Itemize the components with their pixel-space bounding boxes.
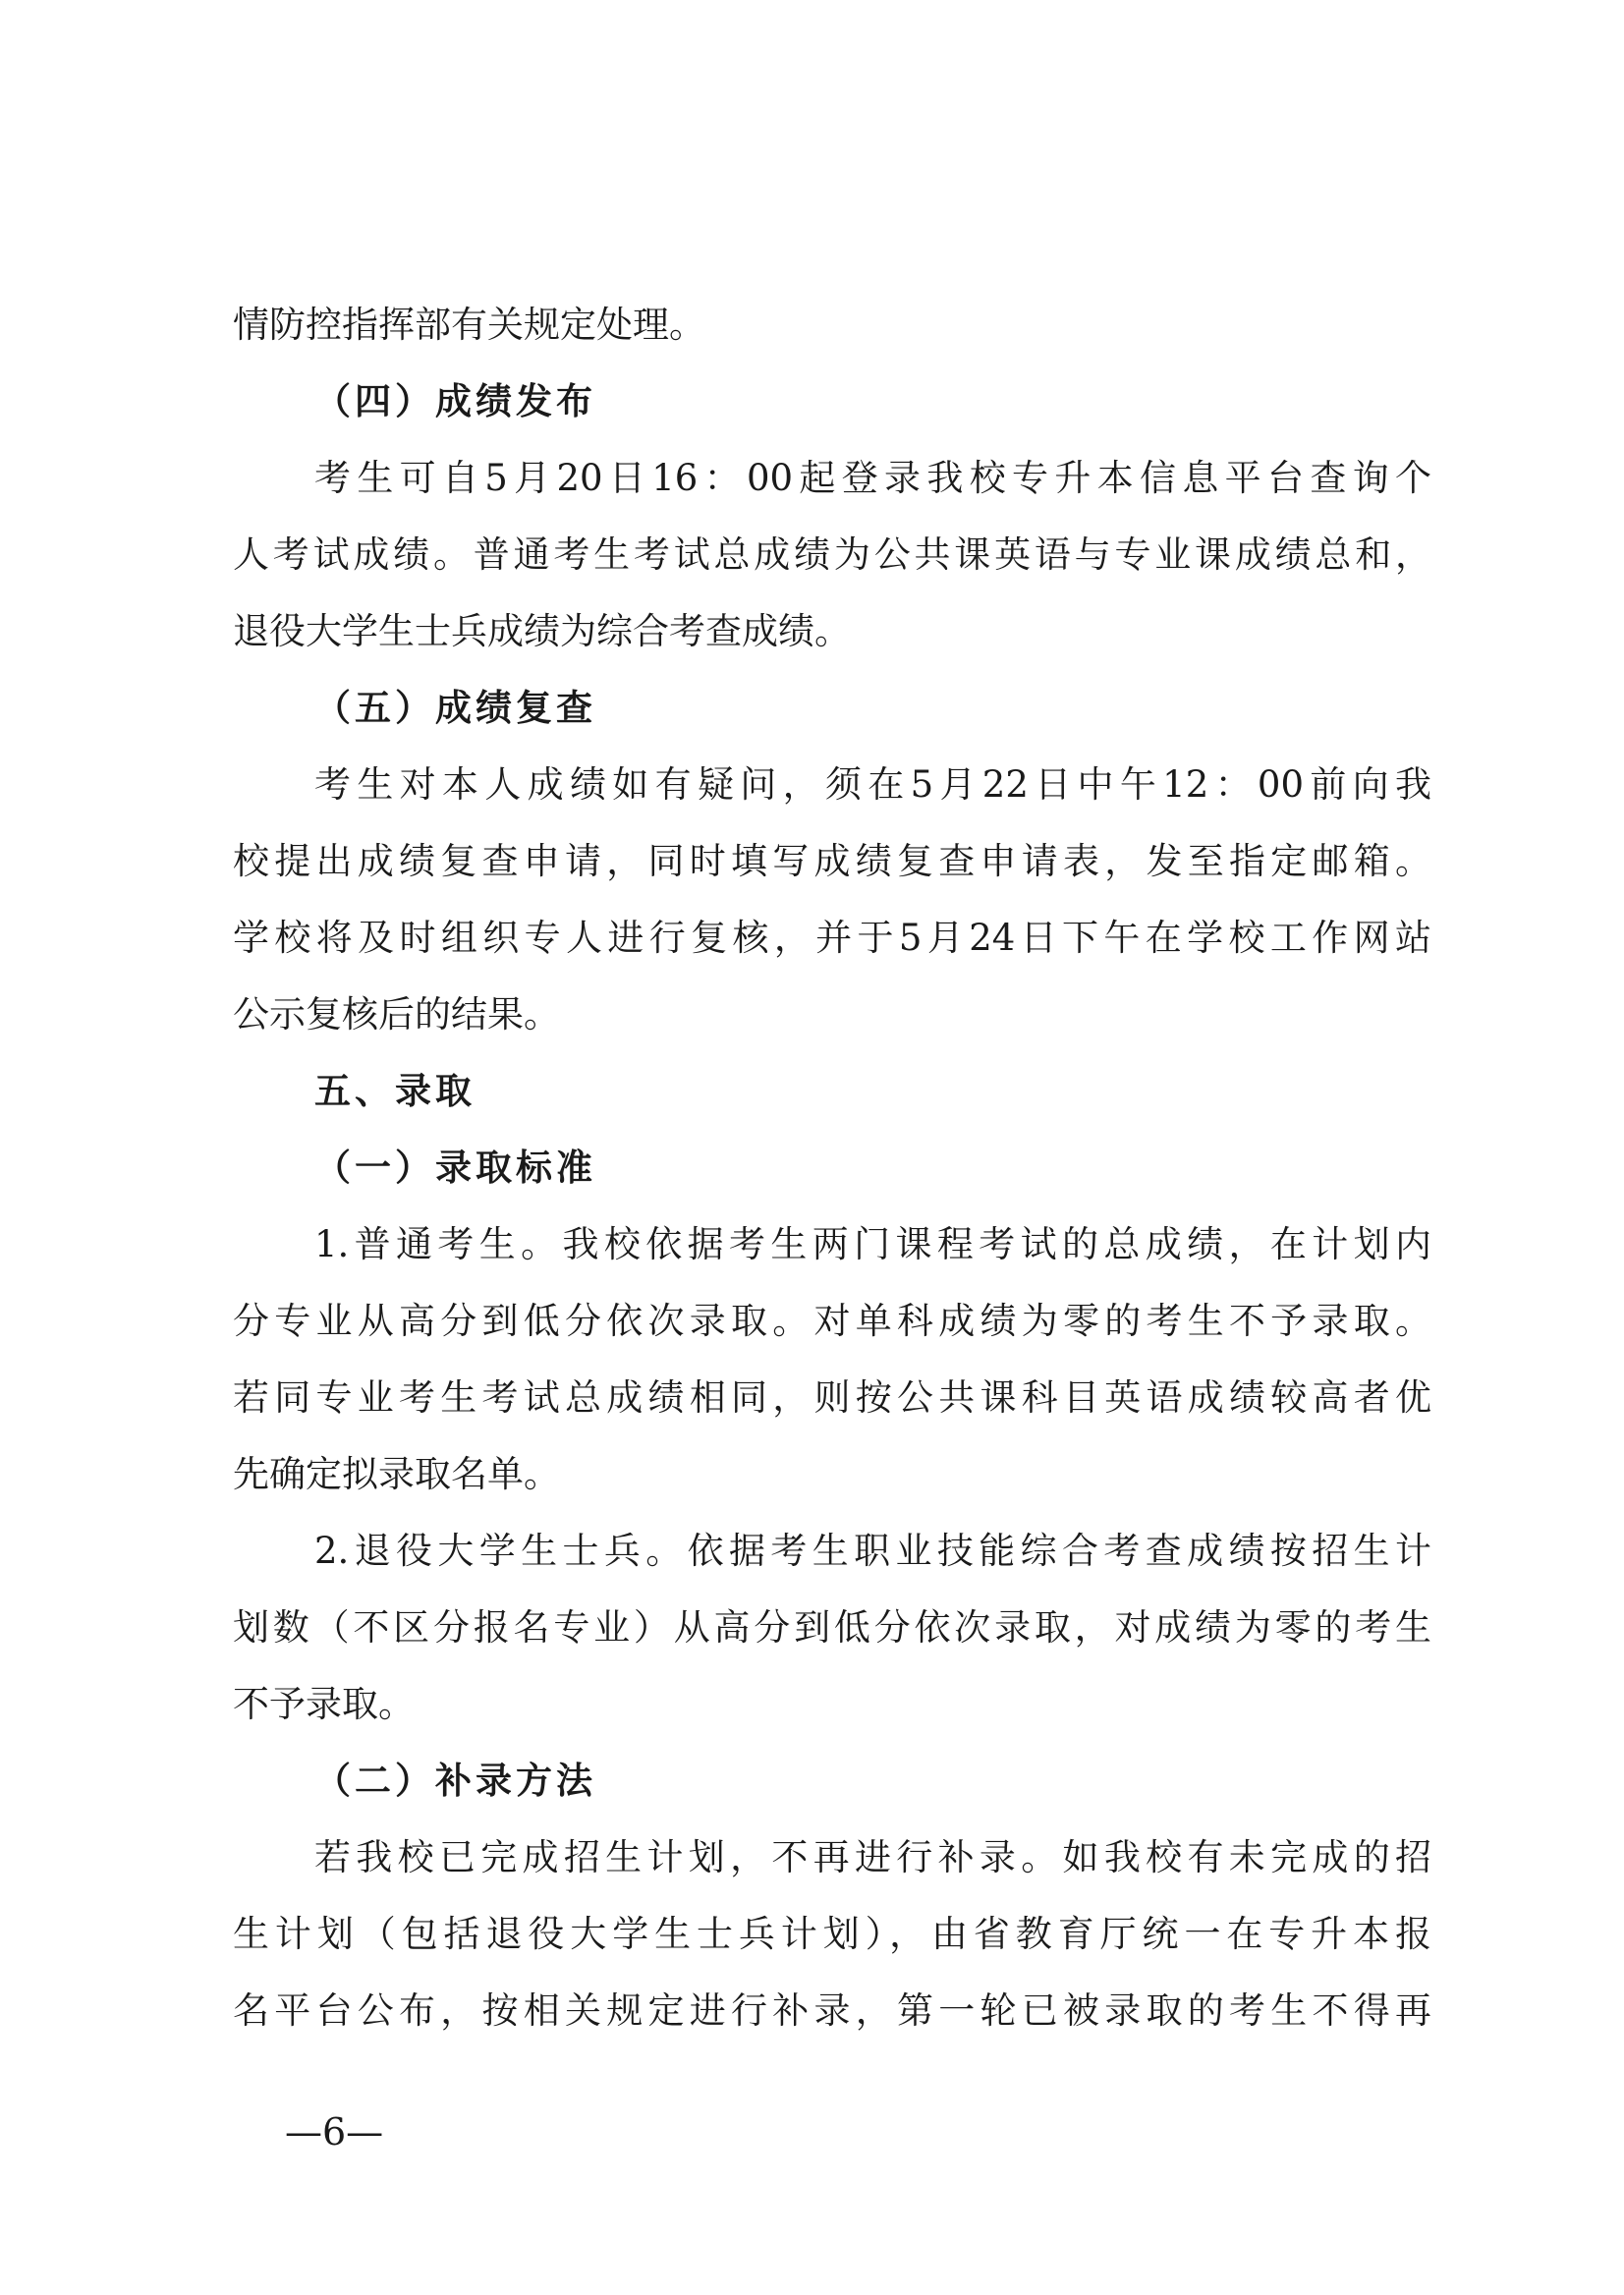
body-text-line: 2.退役大学生士兵。依据考生职业技能综合考查成绩按招生计 bbox=[314, 1530, 1431, 1572]
body-text-line: 人考试成绩。普通考生考试总成绩为公共课英语与专业课成绩总和， bbox=[233, 533, 1431, 576]
section-heading-results-release: （四）成绩发布 bbox=[314, 380, 596, 422]
body-text-line: 先确定拟录取名单。 bbox=[233, 1453, 560, 1495]
body-text-line: 生计划（包括退役大学生士兵计划），由省教育厅统一在专升本报 bbox=[233, 1913, 1431, 1955]
body-text-line: 公示复核后的结果。 bbox=[233, 993, 560, 1036]
body-text-line: 学校将及时组织专人进行复核，并于5月24日下午在学校工作网站 bbox=[233, 917, 1431, 959]
section-heading-supplementary-admission: （二）补录方法 bbox=[314, 1760, 596, 1802]
body-text-line: 情防控指挥部有关规定处理。 bbox=[233, 304, 705, 346]
body-text-line: 考生对本人成绩如有疑问，须在5月22日中午12：00前向我 bbox=[314, 763, 1431, 806]
body-text-line: 1.普通考生。我校依据考生两门课程考试的总成绩，在计划内 bbox=[314, 1223, 1431, 1265]
body-text-line: 不予录取。 bbox=[233, 1683, 415, 1725]
body-text-line: 若同专业考生考试总成绩相同，则按公共课科目英语成绩较高者优 bbox=[233, 1376, 1431, 1419]
body-text-line: 若我校已完成招生计划，不再进行补录。如我校有未完成的招 bbox=[314, 1836, 1431, 1878]
body-text-line: 名平台公布，按相关规定进行补录，第一轮已被录取的考生不得再 bbox=[233, 1989, 1431, 2032]
section-heading-score-review: （五）成绩复查 bbox=[314, 687, 596, 729]
body-text-line: 分专业从高分到低分依次录取。对单科成绩为零的考生不予录取。 bbox=[233, 1300, 1431, 1342]
page-number: —6— bbox=[285, 2110, 384, 2154]
body-text-line: 划数（不区分报名专业）从高分到低分依次录取，对成绩为零的考生 bbox=[233, 1606, 1431, 1649]
chapter-heading-admission: 五、录取 bbox=[314, 1070, 476, 1112]
body-text-line: 考生可自5月20日16：00起登录我校专升本信息平台查询个 bbox=[314, 457, 1431, 499]
body-text-line: 退役大学生士兵成绩为综合考查成绩。 bbox=[233, 610, 851, 652]
section-heading-admission-standard: （一）录取标准 bbox=[314, 1147, 596, 1189]
body-text-line: 校提出成绩复查申请，同时填写成绩复查申请表，发至指定邮箱。 bbox=[233, 840, 1431, 882]
